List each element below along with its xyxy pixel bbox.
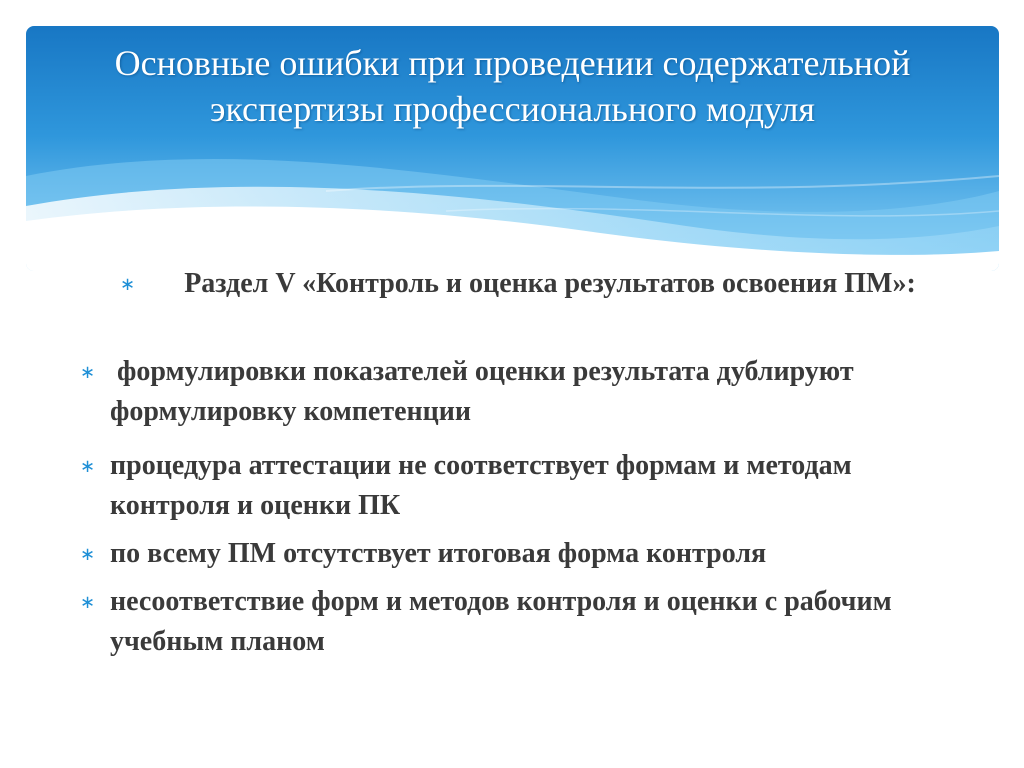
- bullet-text: Раздел V «Контроль и оценка результатов освоения ПМ»:: [184, 268, 916, 299]
- bullet-text: формулировки показателей оценки результата дублируют формулировку компетенции: [110, 356, 861, 427]
- bullet-item: [80, 446, 950, 526]
- slide-title: Основные ошибки при проведении содержательной экспертизы профессионального модуля: [114, 43, 911, 129]
- bullet-item: [80, 352, 950, 432]
- bullet-text: несоответствие форм и методов контроля и оценки с рабочим учебным планом: [110, 586, 892, 657]
- bullet-item: [80, 582, 950, 662]
- asterisk-bullet-icon: ∗: [80, 456, 96, 476]
- bullet-text: процедура аттестации не соответствует формам и методам контроля и оценки ПК: [110, 450, 852, 521]
- bullet-item: [80, 534, 950, 574]
- bullet-text: по всему ПМ отсутствует итоговая форма контроля: [110, 538, 767, 569]
- asterisk-bullet-icon: ∗: [80, 592, 96, 612]
- asterisk-bullet-icon: ∗: [120, 274, 136, 294]
- bullet-item-section: [120, 264, 950, 304]
- asterisk-bullet-icon: ∗: [80, 362, 96, 382]
- asterisk-bullet-icon: ∗: [80, 544, 96, 564]
